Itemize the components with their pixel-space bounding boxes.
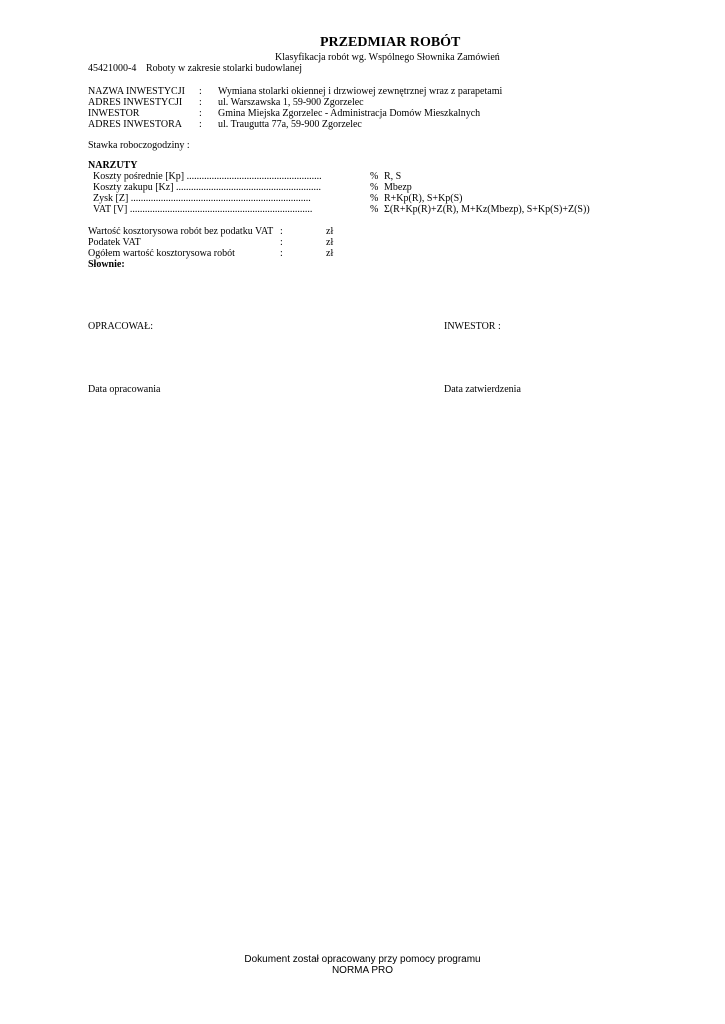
info-separator: : <box>199 108 202 119</box>
surcharge-label: VAT [V] ......................................................................... <box>93 204 313 215</box>
page-title: PRZEDMIAR ROBÓT <box>320 35 461 50</box>
total-unit: zł <box>326 237 334 248</box>
total-unit: zł <box>326 226 334 237</box>
surcharge-formula: Σ(R+Kp(R)+Z(R), M+Kz(Mbezp), S+Kp(S)+Z(S)) <box>384 204 590 215</box>
approval-date-label: Data zatwierdzenia <box>444 384 521 395</box>
surcharge-unit: % <box>370 182 379 193</box>
in-words-label: Słownie: <box>88 259 125 270</box>
info-separator: : <box>199 86 202 97</box>
footer-line-2: NORMA PRO <box>331 965 394 976</box>
surcharge-formula: Mbezp <box>384 182 412 193</box>
surcharge-label: Zysk [Z] ........................................................................ <box>93 193 311 204</box>
surcharge-label: Koszty zakupu [Kz] .......................................................... <box>93 182 322 193</box>
preparation-date-label: Data opracowania <box>88 384 161 395</box>
surcharge-unit: % <box>370 193 379 204</box>
surcharge-formula: R+Kp(R), S+Kp(S) <box>384 193 463 204</box>
info-separator: : <box>199 97 202 108</box>
page-subtitle: Klasyfikacja robót wg. Wspólnego Słownika Zamówień <box>275 52 500 63</box>
info-label: ADRES INWESTORA <box>88 119 182 130</box>
total-separator: : <box>280 226 283 237</box>
surcharges-heading: NARZUTY <box>88 160 138 171</box>
surcharge-label: Koszty pośrednie [Kp] ...................................................... <box>93 171 322 182</box>
info-separator: : <box>199 119 202 130</box>
cpv-description: Roboty w zakresie stolarki budowlanej <box>146 63 303 74</box>
surcharge-unit: % <box>370 171 379 182</box>
labor-rate: Stawka roboczogodziny : <box>88 140 190 151</box>
total-unit: zł <box>326 248 334 259</box>
total-label: Ogółem wartość kosztorysowa robót <box>88 248 235 259</box>
info-value: Gmina Miejska Zgorzelec - Administracja Domów Mieszkalnych <box>218 108 481 119</box>
cpv-code: 45421000-4 <box>88 63 137 74</box>
info-label: NAZWA INWESTYCJI <box>88 86 185 97</box>
info-value: ul. Warszawska 1, 59-900 Zgorzelec <box>218 97 364 108</box>
info-label: INWESTOR <box>88 108 140 119</box>
info-value: Wymiana stolarki okiennej i drzwiowej zewnętrznej wraz z parapetami <box>218 86 503 97</box>
surcharge-formula: R, S <box>384 171 402 182</box>
total-separator: : <box>280 237 283 248</box>
total-separator: : <box>280 248 283 259</box>
prepared-by-label: OPRACOWAŁ: <box>88 321 154 332</box>
info-value: ul. Traugutta 77a, 59-900 Zgorzelec <box>218 119 362 130</box>
investor-label: INWESTOR : <box>444 321 501 332</box>
total-label: Podatek VAT <box>88 237 141 248</box>
surcharge-unit: % <box>370 204 379 215</box>
total-label: Wartość kosztorysowa robót bez podatku VAT <box>88 226 274 237</box>
info-label: ADRES INWESTYCJI <box>88 97 183 108</box>
footer-line-1: Dokument został opracowany przy pomocy programu <box>244 954 481 965</box>
